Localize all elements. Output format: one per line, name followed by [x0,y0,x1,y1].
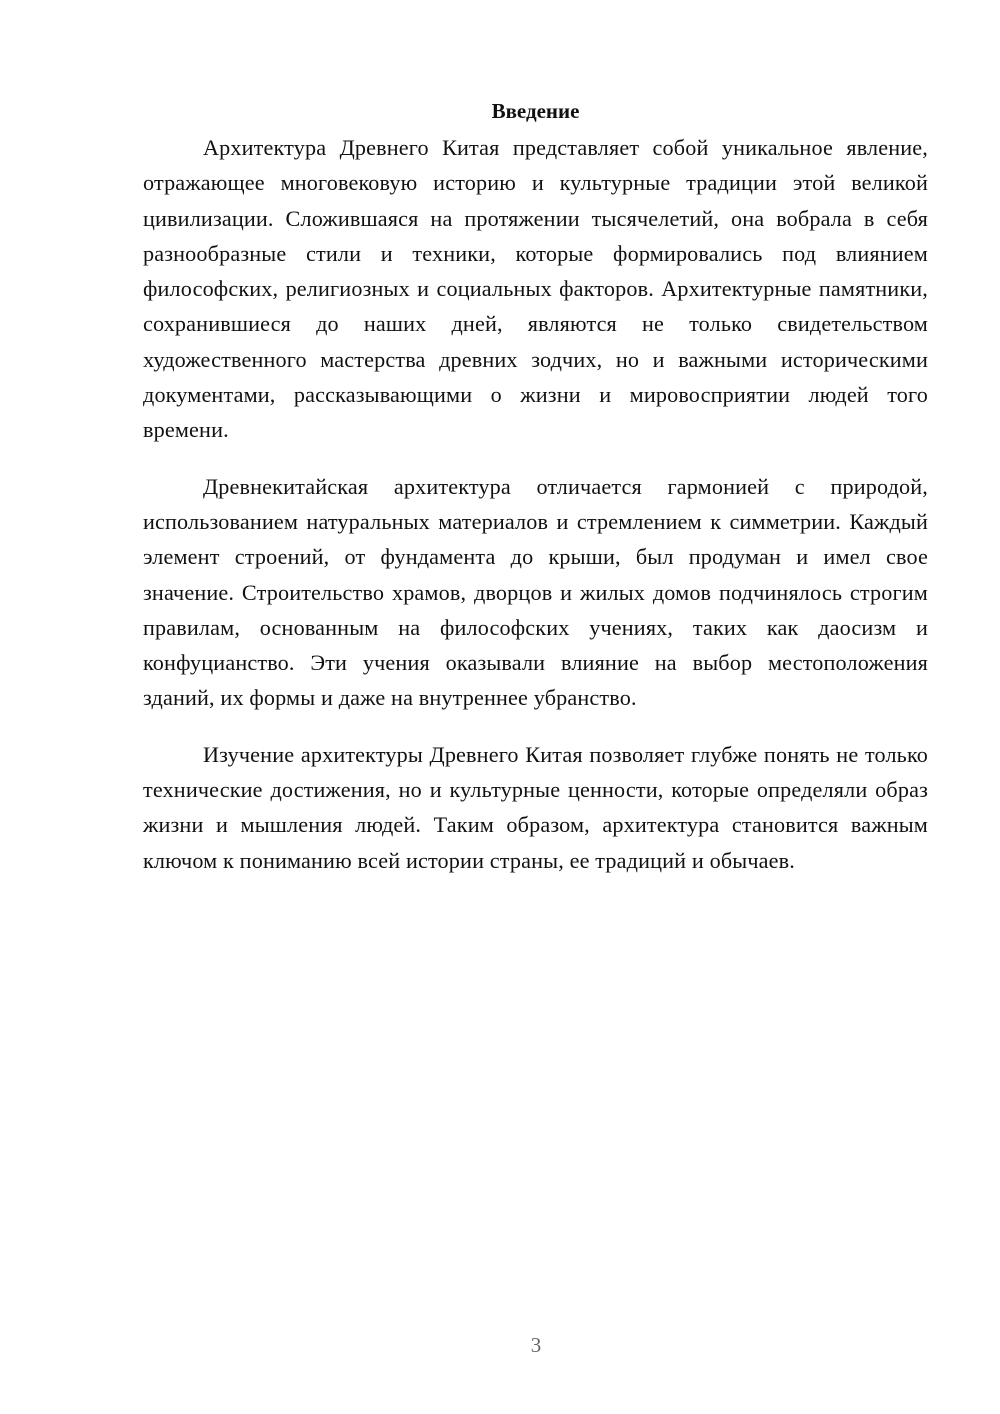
section-title: Введение [491,99,580,123]
page-number: 3 [530,1333,542,1357]
paragraph-3: Изучение архитектуры Древнего Китая позволяет глубже понять не только технические достижения, но и культурные ценности, которые определяли образ жизни и мышления людей. Таким образом, архитектура становится важным ключом к пониманию всей истории страны, ее традиций и обычаев. [143,741,928,873]
paragraph-2: Древнекитайская архитектура отличается гармонией с природой, использованием натуральных материалов и стремлением к симметрии. Каждый элемент строений, от фундамента до крыши, был продуман и имел свое значение. Строительство храмов, дворцов и жилых домов подчинялось строгим правилам, основанным на философских учениях, таких как даосизм и конфуцианство. Эти учения оказывали влияние на выбор местоположения зданий, их формы и даже на внутреннее убранство. [143,473,928,711]
paragraph-1: Архитектура Древнего Китая представляет собой уникальное явление, отражающее многовековую историю и культурные традиции этой великой цивилизации. Сложившаяся на протяжении тысячелетий, она вобрала в себя разнообразные стили и техники, которые формировались под влиянием философских, религиозных и социальных факторов. Архитектурные памятники, сохранившиеся до наших дней, являются не только свидетельством художественного мастерства древних зодчих, но и важными историческими документами, рассказывающими о жизни и мировосприятии людей того времени. [143,135,928,443]
page-content [143,96,928,878]
